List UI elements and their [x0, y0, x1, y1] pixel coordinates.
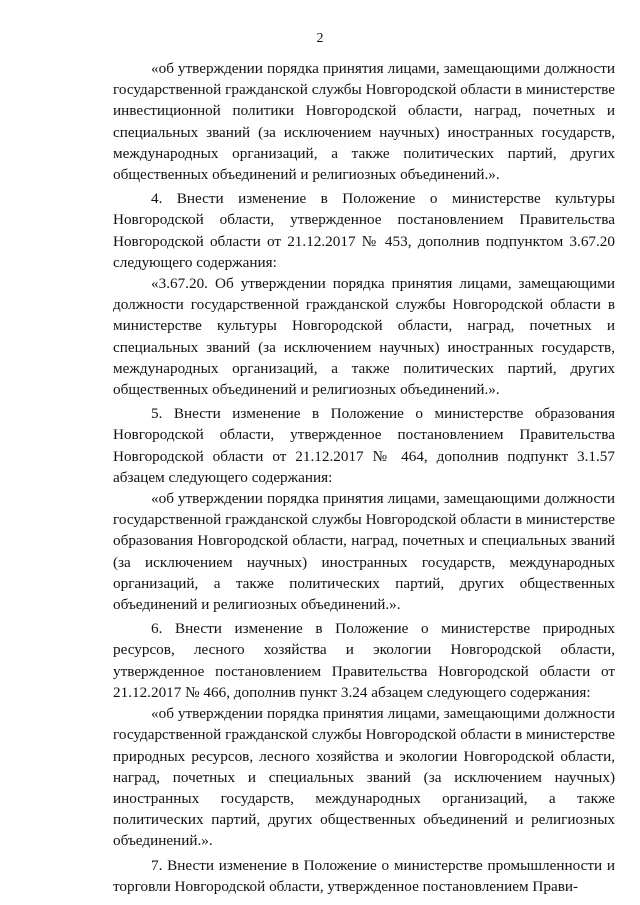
document-body [113, 58, 615, 897]
paragraph-item-7-industry-trade-ministry: 7. Внести изменение в Положение о министерстве промышленности и торговли Новгородской области, утвержденное постановлением Прави- [113, 856, 615, 895]
paragraph-item-5-education-ministry: 5. Внести изменение в Положение о министерстве образования Новгородской области, утвержденное постановлением Правительства Новгородской области от 21.12.2017 № 464, дополнив подпункт 3.1.57 абзацем следующего содержания: [113, 405, 615, 486]
paragraph-quote-culture-ministry: «3.67.20. Об утверждении порядка принятия лицами, замещающими должности государственной гражданской службы Новгородской области в министерстве культуры Новгородской области, наград, почетных и специальных званий (за исключением научных) иностранных государств, международных организаций, а также политических партий, других общественных объединений и религиозных объединений.». [113, 275, 615, 399]
page-number: 2 [316, 31, 324, 46]
paragraph-quote-natural-resources-ministry: «об утверждении порядка принятия лицами, замещающими должности государственной гражданской службы Новгородской области в министерстве природных ресурсов, лесного хозяйства и экологии Новгородской области, наград, почетных и специальных званий (за исключением научных) иностранных государств, международных организаций, а также политических партий, других общественных объединений и религиозных объединений.». [113, 705, 615, 850]
paragraph-item-4-culture-ministry: 4. Внести изменение в Положение о министерстве культуры Новгородской области, утвержденное постановлением Правительства Новгородской области от 21.12.2017 № 453, дополнив подпунктом 3.67.20 следующего содержания: [113, 190, 615, 271]
paragraph-item-6-natural-resources-ministry: 6. Внести изменение в Положение о министерстве природных ресурсов, лесного хозяйства и экологии Новгородской области, утвержденное постановлением Правительства Новгородской области от 21.12.2017 № 466, дополнив пункт 3.24 абзацем следующего содержания: [113, 620, 615, 701]
paragraph-quote-education-ministry: «об утверждении порядка принятия лицами, замещающими должности государственной гражданской службы Новгородской области в министерстве образования Новгородской области, наград, почетных и специальных званий (за исключением научных) иностранных государств, международных организаций, а также политических партий, других общественных объединений и религиозных объединений.». [113, 490, 615, 614]
paragraph-quote-investment-ministry: «об утверждении порядка принятия лицами, замещающими должности государственной гражданской службы Новгородской области в министерстве инвестиционной политики Новгородской области, наград, почетных и специальных званий (за исключением научных) иностранных государств, международных организаций, а также политических партий, других общественных объединений и религиозных объединений.». [113, 60, 615, 184]
